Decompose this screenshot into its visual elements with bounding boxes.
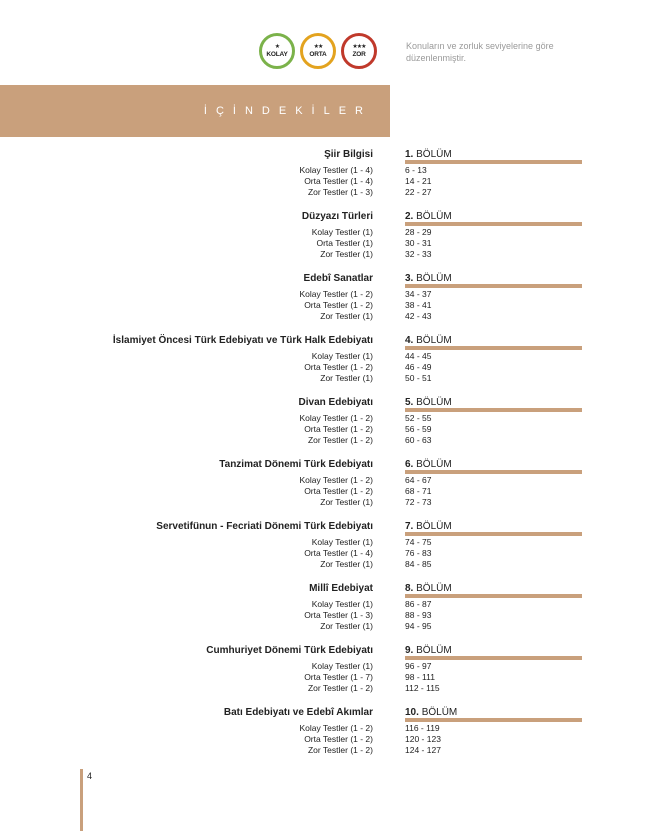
test-name[interactable]: Zor Testler (1)	[320, 311, 373, 321]
section-number: 9.	[405, 645, 414, 656]
section-rule	[405, 594, 582, 598]
toc-row	[0, 227, 652, 238]
toc-row	[0, 672, 652, 683]
section-rule	[405, 284, 582, 288]
toc-row	[0, 621, 652, 632]
test-name[interactable]: Kolay Testler (1)	[311, 351, 373, 361]
test-name[interactable]: Orta Testler (1 - 2)	[304, 424, 373, 434]
toc-row	[0, 610, 652, 621]
difficulty-badges	[259, 33, 377, 69]
section-rule	[405, 408, 582, 412]
star-icon: ★★★	[352, 43, 366, 50]
test-name[interactable]: Orta Testler (1 - 2)	[304, 362, 373, 372]
page-range: 76 - 83	[405, 548, 432, 558]
section-word: BÖLÜM	[416, 645, 452, 656]
section-title[interactable]: Şiir Bilgisi	[324, 149, 373, 160]
toc-row	[0, 559, 652, 570]
toc-row	[0, 311, 652, 322]
section-number: 5.	[405, 397, 414, 408]
page-range: 42 - 43	[405, 311, 432, 321]
section-rule	[405, 346, 582, 350]
test-name[interactable]: Orta Testler (1 - 2)	[304, 734, 373, 744]
section-title[interactable]: Divan Edebiyatı	[298, 397, 373, 408]
test-name[interactable]: Kolay Testler (1)	[311, 661, 373, 671]
star-icon: ★★	[313, 43, 323, 50]
test-name[interactable]: Kolay Testler (1 - 2)	[299, 413, 373, 423]
test-name[interactable]: Kolay Testler (1 - 2)	[299, 289, 373, 299]
page-range: 116 - 119	[405, 723, 440, 733]
section-number: 1.	[405, 149, 414, 160]
section-title[interactable]: Servetifünun - Fecriati Dönemi Türk Edebiyatı	[156, 521, 373, 532]
test-name[interactable]: Orta Testler (1)	[316, 238, 373, 248]
test-name[interactable]: Kolay Testler (1 - 2)	[299, 475, 373, 485]
toc-row	[0, 475, 652, 486]
section-word: BÖLÜM	[416, 583, 452, 594]
toc-section	[0, 706, 652, 768]
test-name[interactable]: Kolay Testler (1 - 4)	[299, 165, 373, 175]
test-name[interactable]: Zor Testler (1)	[320, 373, 373, 383]
section-number: 10.	[405, 707, 419, 718]
page-range: 112 - 115	[405, 683, 440, 693]
section-rule	[405, 470, 582, 474]
section-title[interactable]: Tanzimat Dönemi Türk Edebiyatı	[219, 459, 373, 470]
section-title[interactable]: Düzyazı Türleri	[301, 211, 373, 222]
page-range: 96 - 97	[405, 661, 432, 671]
test-name[interactable]: Orta Testler (1 - 7)	[304, 672, 373, 682]
page-range: 64 - 67	[405, 475, 432, 485]
level-note: Konuların ve zorluk seviyelerine göre düzenlenmiştir.	[406, 41, 554, 63]
badge-label: ZOR	[352, 50, 366, 58]
section-word: BÖLÜM	[416, 335, 452, 346]
toc-row	[0, 289, 652, 300]
section-title[interactable]: Cumhuriyet Dönemi Türk Edebiyatı	[206, 645, 373, 656]
page-range: 60 - 63	[405, 435, 432, 445]
page-range: 52 - 55	[405, 413, 432, 423]
toc-row	[0, 373, 652, 384]
toc-section	[0, 148, 652, 210]
toc-section	[0, 582, 652, 644]
section-word: BÖLÜM	[421, 707, 458, 718]
page-title: İÇİNDEKİLER	[203, 105, 372, 117]
section-rule	[405, 656, 582, 660]
section-word: BÖLÜM	[416, 149, 452, 160]
section-number: 3.	[405, 273, 414, 284]
toc-row	[0, 548, 652, 559]
test-name[interactable]: Kolay Testler (1 - 2)	[299, 723, 373, 733]
section-rule	[405, 222, 582, 226]
page-range: 98 - 111	[405, 672, 435, 682]
page-range: 94 - 95	[405, 621, 432, 631]
toc-row	[0, 238, 652, 249]
toc-row	[0, 537, 652, 548]
page-range: 124 - 127	[405, 745, 441, 755]
test-name[interactable]: Zor Testler (1)	[320, 621, 373, 631]
test-name[interactable]: Zor Testler (1 - 2)	[307, 435, 373, 445]
toc-row	[0, 723, 652, 734]
section-title[interactable]: Millî Edebiyat	[309, 583, 373, 594]
test-name[interactable]: Kolay Testler (1)	[311, 599, 373, 609]
section-rule	[405, 532, 582, 536]
star-icon: ★	[274, 43, 280, 50]
toc-row	[0, 187, 652, 198]
badge-label: KOLAY	[266, 50, 288, 58]
test-name[interactable]: Kolay Testler (1)	[311, 537, 373, 547]
toc-row	[0, 734, 652, 745]
toc-row	[0, 745, 652, 756]
test-name[interactable]: Orta Testler (1 - 2)	[304, 486, 373, 496]
page-range: 44 - 45	[405, 351, 432, 361]
test-name[interactable]: Orta Testler (1 - 4)	[304, 176, 373, 186]
toc-row	[0, 249, 652, 260]
page-range: 32 - 33	[405, 249, 432, 259]
toc-row	[0, 497, 652, 508]
page-range: 6 - 13	[405, 165, 427, 175]
page-range: 72 - 73	[405, 497, 432, 507]
badge-orta	[300, 33, 336, 69]
page-range: 38 - 41	[405, 300, 432, 310]
section-word: BÖLÜM	[416, 521, 452, 532]
page-range: 14 - 21	[405, 176, 432, 186]
section-word: BÖLÜM	[416, 459, 452, 470]
toc-section	[0, 644, 652, 706]
page-range: 50 - 51	[405, 373, 432, 383]
page-range: 46 - 49	[405, 362, 432, 372]
footer-bar	[80, 769, 83, 831]
test-name[interactable]: Zor Testler (1 - 2)	[307, 745, 373, 755]
page-range: 84 - 85	[405, 559, 432, 569]
section-title[interactable]: İslamiyet Öncesi Türk Edebiyatı ve Türk Halk Edebiyatı	[112, 335, 373, 346]
toc-row	[0, 661, 652, 672]
toc-row	[0, 599, 652, 610]
section-number: 2.	[405, 211, 414, 222]
section-rule	[405, 718, 582, 722]
test-name[interactable]: Orta Testler (1 - 2)	[304, 300, 373, 310]
toc-section	[0, 334, 652, 396]
badge-label: ORTA	[309, 50, 327, 58]
toc-row	[0, 435, 652, 446]
toc-row	[0, 683, 652, 694]
section-title[interactable]: Edebî Sanatlar	[303, 273, 373, 284]
page-range: 120 - 123	[405, 734, 441, 744]
section-number: 8.	[405, 583, 414, 594]
section-word: BÖLÜM	[416, 397, 452, 408]
badge-kolay	[259, 33, 295, 69]
test-name[interactable]: Zor Testler (1 - 2)	[307, 683, 373, 693]
section-number: 4.	[405, 335, 414, 346]
toc-row	[0, 486, 652, 497]
section-word: BÖLÜM	[416, 211, 452, 222]
page-range: 86 - 87	[405, 599, 432, 609]
table-of-contents	[0, 148, 652, 768]
test-name[interactable]: Orta Testler (1 - 4)	[304, 548, 373, 558]
test-name[interactable]: Zor Testler (1)	[320, 497, 373, 507]
page-range: 56 - 59	[405, 424, 432, 434]
page-number: 4	[87, 771, 93, 781]
test-name[interactable]: Zor Testler (1)	[320, 559, 373, 569]
page-range: 34 - 37	[405, 289, 432, 299]
test-name[interactable]: Orta Testler (1 - 3)	[304, 610, 373, 620]
page-range: 68 - 71	[405, 486, 432, 496]
page-range: 28 - 29	[405, 227, 432, 237]
section-number: 6.	[405, 459, 414, 470]
page-range: 74 - 75	[405, 537, 432, 547]
toc-section	[0, 272, 652, 334]
toc-section	[0, 458, 652, 520]
test-name[interactable]: Kolay Testler (1)	[311, 227, 373, 237]
toc-row	[0, 351, 652, 362]
section-title[interactable]: Batı Edebiyatı ve Edebî Akımlar	[223, 707, 373, 718]
page-range: 22 - 27	[405, 187, 432, 197]
toc-row	[0, 300, 652, 311]
section-rule	[405, 160, 582, 164]
section-number: 7.	[405, 521, 414, 532]
toc-row	[0, 176, 652, 187]
badge-zor	[341, 33, 377, 69]
page-range: 30 - 31	[405, 238, 432, 248]
page-range: 88 - 93	[405, 610, 432, 620]
toc-row	[0, 413, 652, 424]
toc-section	[0, 520, 652, 582]
toc-row	[0, 165, 652, 176]
toc-row	[0, 362, 652, 373]
toc-section	[0, 210, 652, 272]
section-word: BÖLÜM	[416, 273, 452, 284]
test-name[interactable]: Zor Testler (1 - 3)	[307, 187, 373, 197]
test-name[interactable]: Zor Testler (1)	[320, 249, 373, 259]
toc-section	[0, 396, 652, 458]
toc-row	[0, 424, 652, 435]
